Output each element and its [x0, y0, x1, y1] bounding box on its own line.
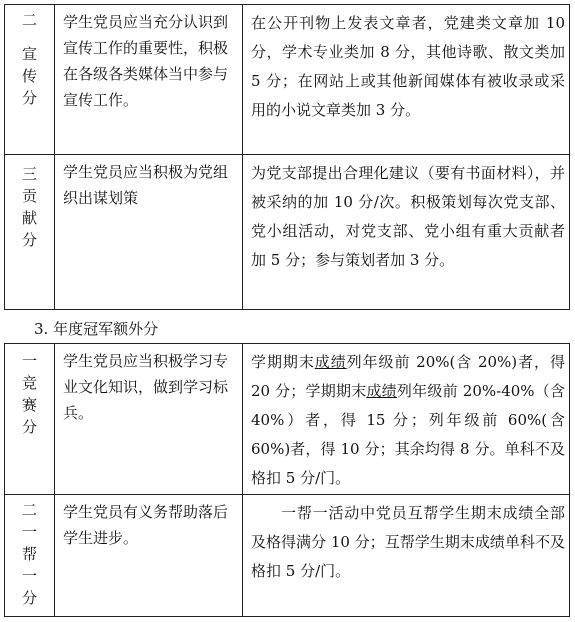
- category-char: 分: [21, 231, 37, 249]
- rule-text: 学期期末: [251, 353, 315, 371]
- requirement-cell: 学生党员应当充分认识到宣传工作的重要性，积极在各级各类媒体当中参与宣传工作。: [55, 5, 243, 155]
- rule-text: 列年级前 20%(含 20%)者，得 20 分；学期期末: [251, 353, 565, 400]
- requirement-cell: 学生党员应当积极学习专业文化知识，做到学习标兵。: [55, 344, 243, 495]
- category-cell: [5, 495, 55, 617]
- category-char: 一: [21, 523, 37, 541]
- rule-cell: [243, 344, 570, 495]
- table-row: [5, 344, 570, 495]
- category-char: 传: [21, 67, 37, 85]
- category-char: 一: [21, 567, 37, 585]
- rule-underlined-text: 成绩: [314, 353, 347, 371]
- table-row: [5, 155, 570, 310]
- category-char: 二: [21, 501, 37, 519]
- category-cell: [5, 155, 55, 310]
- section-title: 3. 年度冠军额外分: [34, 320, 159, 338]
- category-char: 三: [21, 165, 37, 183]
- requirement-cell: 学生党员有义务帮助落后学生进步。: [55, 495, 243, 617]
- category-char: 帮: [21, 545, 37, 563]
- category-char: 分: [21, 418, 37, 436]
- table-row: [5, 495, 570, 617]
- table-row: [5, 5, 570, 155]
- category-char: 二: [21, 11, 37, 29]
- rule-underlined-text: 成绩: [366, 382, 397, 400]
- rule-text: 列年级前 20%-40%（含 40%）者，得 15 分；列年级前 60%(含 60%)者，得 10 分；其余均得 8 分。单科不及格扣 5 分/门。: [251, 382, 565, 487]
- score-table-2: [4, 343, 570, 617]
- category-char: 贡: [21, 187, 37, 205]
- category-cell: [5, 344, 55, 495]
- category-char: 分: [21, 589, 37, 607]
- requirement-cell: 学生党员应当积极为党组织出谋划策: [55, 155, 243, 310]
- rule-cell: 在公开刊物上发表文章者，党建类文章加 10 分，学术专业类加 8 分，其他诗歌、散文类加 5 分；在网站上或其他新闻媒体有被收录或采用的小说文章类加 3 分。: [243, 5, 570, 155]
- category-char: 赛: [21, 396, 37, 414]
- category-char: 一: [21, 352, 37, 370]
- category-cell: [5, 5, 55, 155]
- rule-cell: 一帮一活动中党员互帮学生期末成绩全部及格得满分 10 分；互帮学生期末成绩单科不及格扣 5 分/门。: [243, 495, 570, 617]
- category-char: 竞: [21, 374, 37, 392]
- category-char: 分: [21, 89, 37, 107]
- score-table-1: [4, 4, 570, 310]
- rule-cell: 为党支部提出合理化建议（要有书面材料），并被采纳的加 10 分/次。积极策划每次党支部、党小组活动，对党支部、党小组有重大贡献者加 5 分；参与策划者加 3 分。: [243, 155, 570, 310]
- category-char: 宣: [21, 45, 37, 63]
- category-char: 献: [21, 209, 37, 227]
